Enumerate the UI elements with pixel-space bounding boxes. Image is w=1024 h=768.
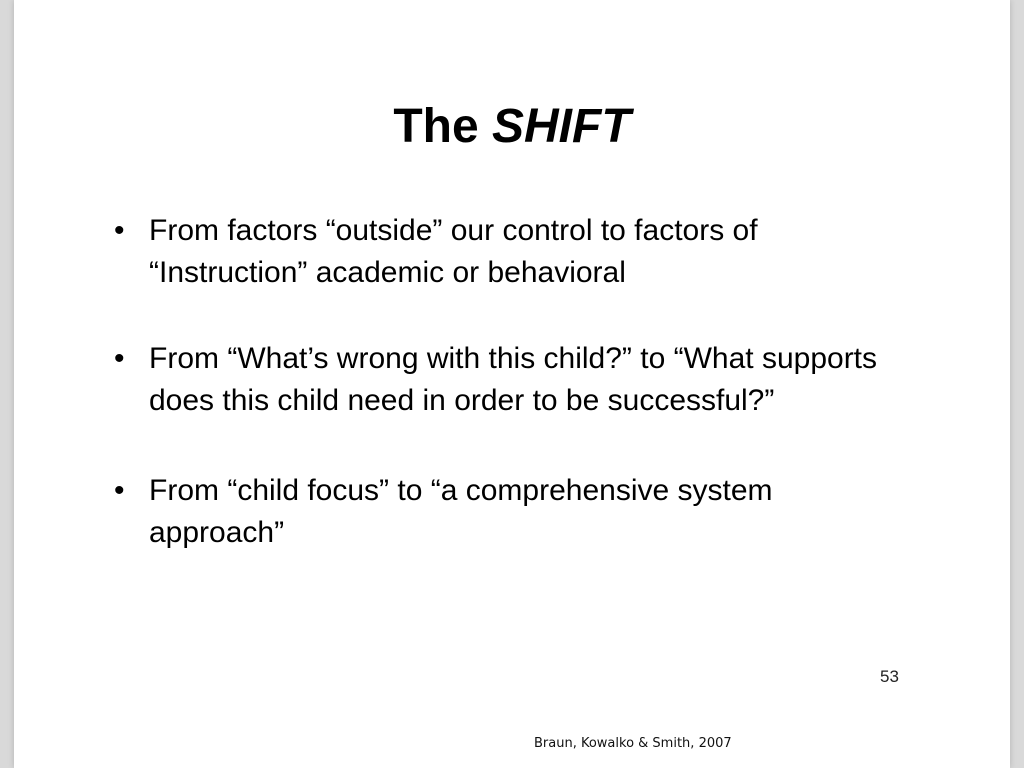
slide [14,0,1010,768]
bullet-marker: • [114,474,125,507]
bullet-text: From “What’s wrong with this child?” to “What supports does this child need in order to be successful?” [149,342,878,417]
bullet-list [114,210,914,554]
citation-text: Braun, Kowalko & Smith, 2007 [534,736,732,751]
slide-title-plain: The [393,100,492,153]
bullet-item [114,210,914,294]
slide-page-number: 53 [880,667,899,686]
bullet-item [114,470,914,554]
slide-title [14,98,1010,156]
bullet-item [114,338,914,422]
slide-title-emphasis: SHIFT [492,100,631,153]
bullet-marker: • [114,342,125,375]
bullet-text: From factors “outside” our control to factors of “Instruction” academic or behavioral [149,214,758,289]
bullet-text: From “child focus” to “a comprehensive system approach” [149,474,773,549]
bullet-marker: • [114,214,125,247]
